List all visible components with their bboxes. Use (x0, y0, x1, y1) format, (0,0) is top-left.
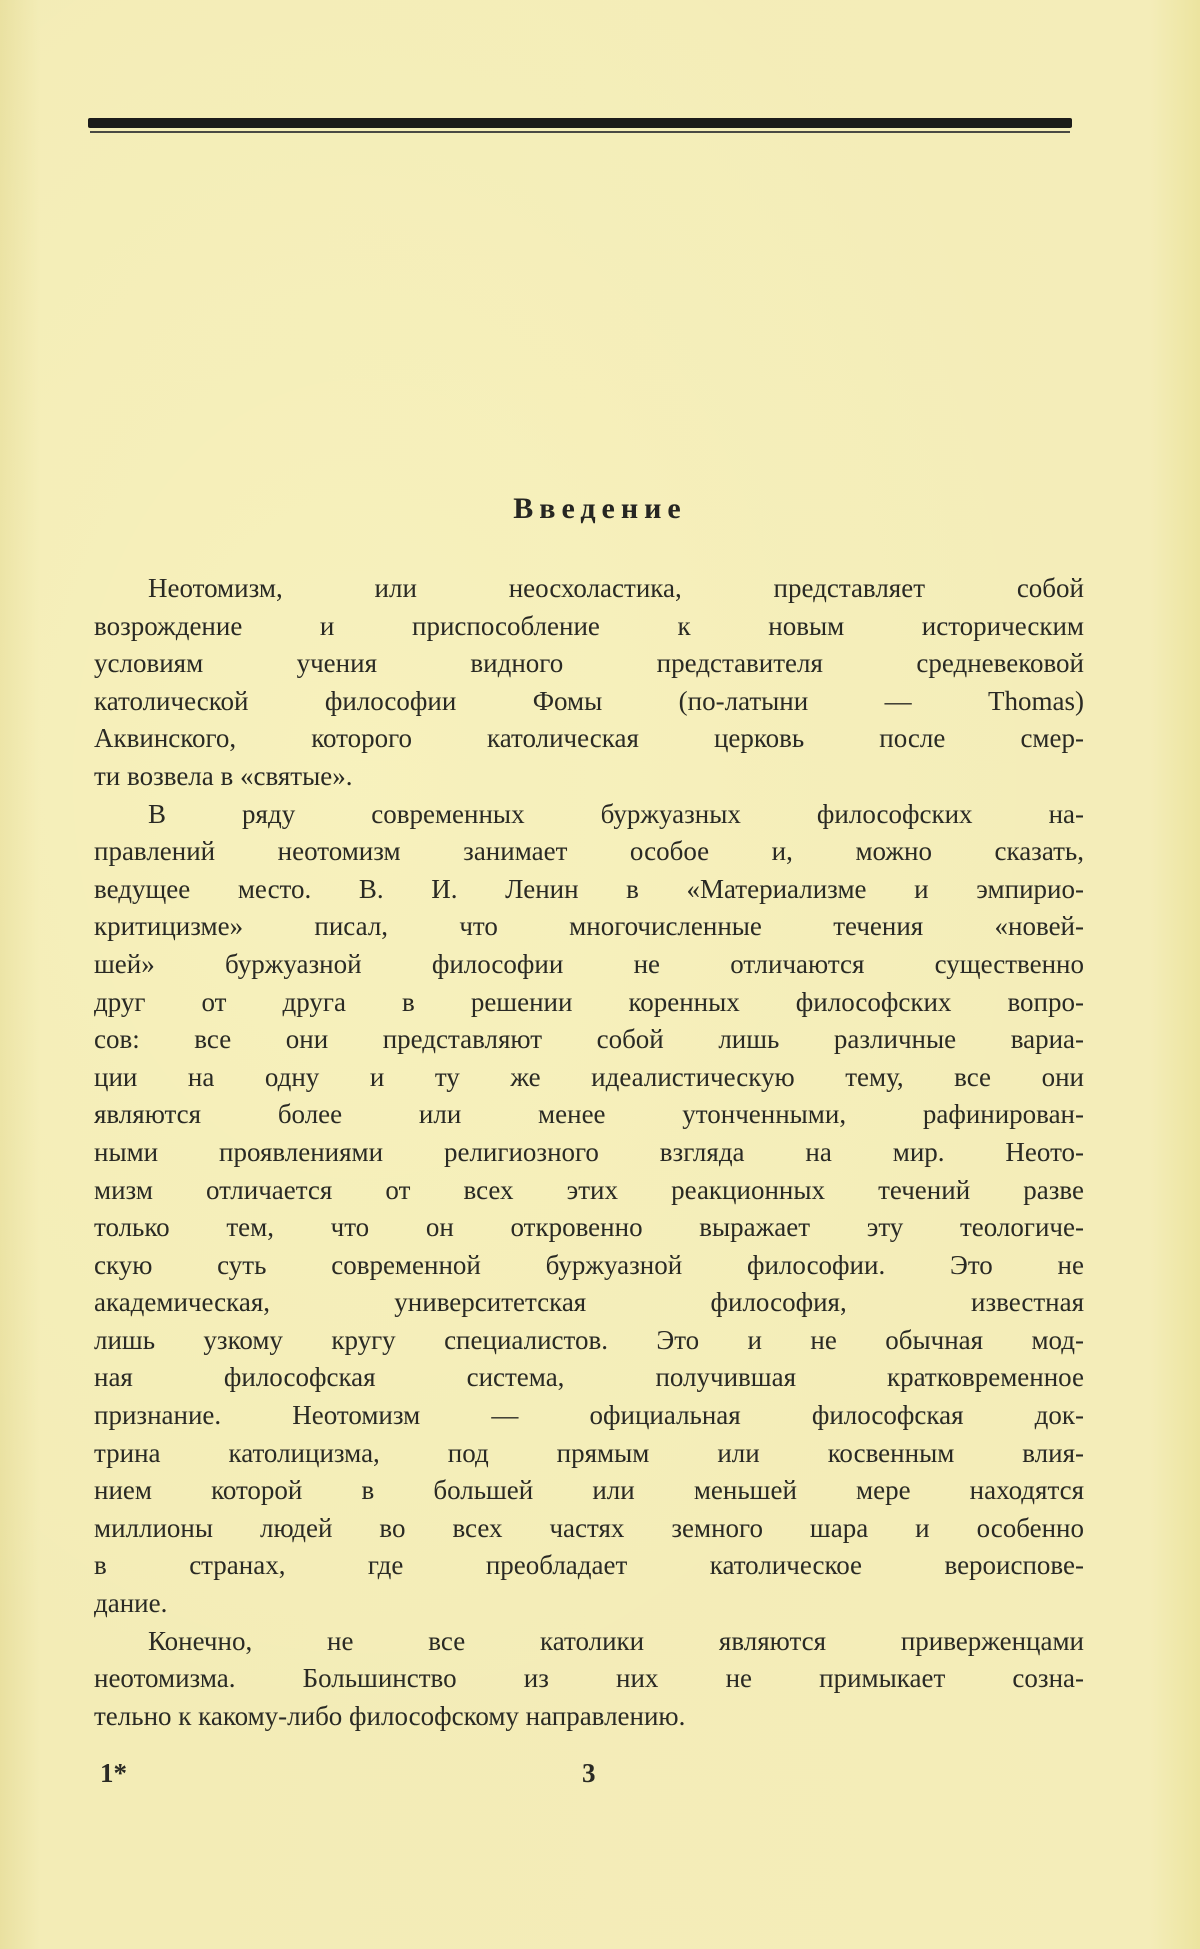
page-number: 3 (582, 1758, 596, 1788)
text-line: академическая, университетская философия, известная (94, 1287, 1084, 1318)
text-line: неотомизма. Большинство из них не примыкает созна- (94, 1663, 1084, 1694)
text-line: сов: все они представляют собой лишь различные вариа- (94, 1024, 1084, 1055)
text-line: возрождение и приспособление к новым историческим (94, 610, 1084, 641)
text-line: трина католицизма, под прямым или косвенным влия- (94, 1437, 1084, 1468)
text-line: правлений неотомизм занимает особое и, можно сказать, (94, 836, 1084, 867)
text-line: Аквинского, которого католическая церковь после смер- (94, 723, 1084, 754)
text-line: Неотомизм, или неосхоластика, представляет собой (148, 573, 1084, 603)
paragraph (94, 796, 1084, 1623)
top-rule-underline (90, 131, 1070, 133)
text-line: ная философская система, получившая кратковременное (94, 1362, 1084, 1393)
text-line: скую суть современной буржуазной философии. Это не (94, 1249, 1084, 1280)
text-line: нием которой в большей или меньшей мере находятся (94, 1475, 1084, 1506)
body-text (94, 570, 1084, 1735)
text-line: условиям учения видного представителя средневековой (94, 648, 1084, 679)
text-line: тельно к какому-либо философскому направлению. (94, 1700, 686, 1731)
text-line: миллионы людей во всех частях земного шара и особенно (94, 1512, 1084, 1543)
text-line: являются более или менее утонченными, рафинирован- (94, 1099, 1084, 1130)
text-line: критицизме» писал, что многочисленные течения «новей- (94, 911, 1084, 942)
paragraph (94, 1623, 1084, 1736)
text-line: лишь узкому кругу специалистов. Это и не обычная мод- (94, 1324, 1084, 1355)
text-line: друг от друга в решении коренных философских вопро- (94, 986, 1084, 1017)
text-line: только тем, что он откровенно выражает эту теологиче- (94, 1212, 1084, 1243)
chapter-heading: Введение (513, 492, 687, 525)
text-line: В ряду современных буржуазных философских на- (148, 798, 1084, 829)
text-line: признание. Неотомизм — официальная философская док- (94, 1400, 1084, 1431)
text-line: мизм отличается от всех этих реакционных течений разве (94, 1174, 1084, 1205)
text-line: ти возвела в «святые». (94, 760, 353, 791)
top-rule (88, 118, 1072, 128)
signature-mark: 1* (100, 1758, 127, 1788)
text-line: католической философии Фомы (по-латыни — Thomas) (94, 685, 1084, 716)
text-line: дание. (94, 1588, 168, 1619)
paragraph (94, 570, 1084, 796)
text-line: Конечно, не все католики являются приверженцами (148, 1625, 1084, 1656)
text-line: ными проявлениями религиозного взгляда на мир. Неото- (94, 1136, 1084, 1167)
text-line: ведущее место. В. И. Ленин в «Материализме и эмпирио- (94, 873, 1084, 904)
text-line: в странах, где преобладает католическое вероиспове- (94, 1550, 1084, 1581)
text-line: шей» буржуазной философии не отличаются существенно (94, 948, 1084, 979)
text-line: ции на одну и ту же идеалистическую тему, все они (94, 1061, 1084, 1092)
